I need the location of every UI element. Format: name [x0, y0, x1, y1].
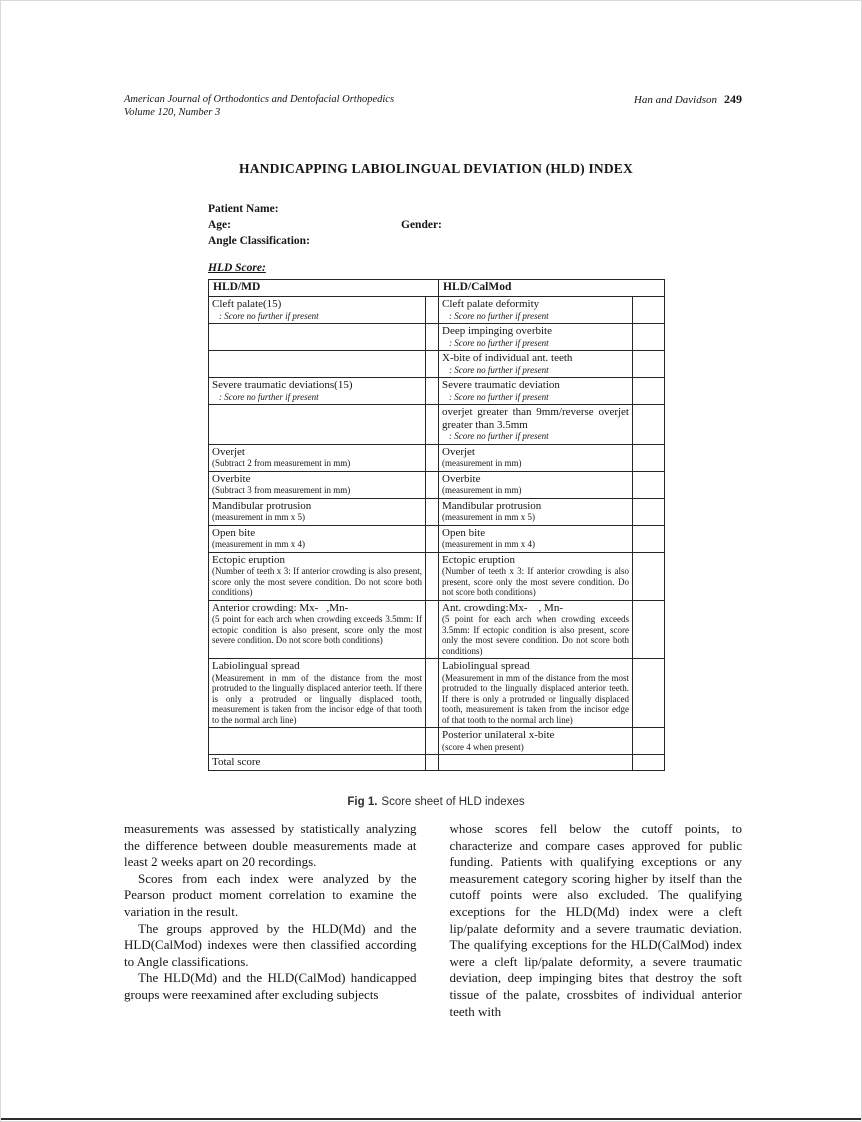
category-note: : Score no further if present — [449, 391, 549, 402]
right-category-cell — [439, 498, 633, 525]
left-category-cell — [209, 659, 426, 728]
patient-name-label: Patient Name: — [208, 203, 279, 215]
category-note: : Score no further if present — [449, 337, 549, 348]
left-category-cell — [209, 297, 426, 324]
right-score-entry-cell — [633, 405, 665, 445]
gender-label: Gender: — [401, 219, 442, 231]
category-title: Overbite — [442, 472, 481, 485]
score-table — [208, 279, 665, 771]
category-title: Deep impinging overbite — [442, 325, 552, 337]
left-category-cell — [209, 728, 426, 755]
category-note: (Measurement in mm of the distance from the most protruded to the lingually displaced anterior teeth. If there is only a protruded or lingually displaced tooth, measurement is taken from the incisor edge of that tooth to the normal arch line) — [212, 672, 422, 725]
right-score-entry-cell — [633, 471, 665, 498]
right-category-cell — [439, 351, 633, 378]
category-title: Open bite — [442, 526, 486, 539]
running-authors: Han and Davidson — [633, 94, 717, 106]
left-category-cell — [209, 552, 426, 600]
score-table-row — [209, 498, 665, 525]
running-head-right — [634, 93, 742, 107]
left-category-cell — [209, 498, 426, 525]
category-note: (Subtract 3 from measurement in mm) — [212, 485, 351, 495]
right-score-entry-cell — [633, 659, 665, 728]
category-title: Cleft palate deformity — [442, 298, 540, 310]
category-note: (measurement in mm x 4) — [442, 539, 535, 549]
left-score-entry-cell — [426, 297, 439, 324]
left-category-cell — [209, 755, 426, 771]
hld-score-label: HLD Score: — [208, 262, 266, 274]
category-title: Posterior unilateral x-bite — [442, 729, 555, 741]
left-score-entry-cell — [426, 728, 439, 755]
category-title: Severe traumatic deviation — [442, 379, 560, 391]
angle-classification-label: Angle Classification: — [208, 235, 310, 247]
category-title: Ectopic eruption — [442, 553, 516, 566]
right-category-cell — [439, 600, 633, 659]
right-score-entry-cell — [633, 600, 665, 659]
score-table-body — [209, 297, 665, 771]
right-category-cell — [439, 471, 633, 498]
score-table-row — [209, 378, 665, 405]
left-score-entry-cell — [426, 525, 439, 552]
left-category-cell — [209, 525, 426, 552]
category-title: Labiolingual spread — [212, 660, 300, 672]
right-score-entry-cell — [633, 755, 665, 771]
form-title: HANDICAPPING LABIOLINGUAL DEVIATION (HLD) INDEX — [239, 161, 633, 176]
journal-issue: Volume 120, Number 3 — [124, 107, 221, 118]
score-table-row — [209, 659, 665, 728]
right-score-entry-cell — [633, 378, 665, 405]
score-table-row — [209, 471, 665, 498]
col-header-hld-calmod: HLD/CalMod — [439, 280, 665, 297]
field-row-angle-classification — [208, 235, 664, 251]
field-row-age-gender — [208, 219, 664, 235]
col-header-hld-md: HLD/MD — [209, 280, 439, 297]
category-title: Overbite — [212, 472, 251, 485]
body-paragraph: The groups approved by the HLD(Md) and the HLD(CalMod) indexes were then classified according to Angle classifications. — [124, 920, 417, 969]
left-score-entry-cell — [426, 659, 439, 728]
left-score-entry-cell — [426, 755, 439, 771]
right-category-cell — [439, 297, 633, 324]
score-table-row — [209, 444, 665, 471]
category-note: (Number of teeth x 3: If anterior crowding is also present, score only the most severe condition. Do not score both conditions) — [212, 566, 422, 597]
left-score-entry-cell — [426, 444, 439, 471]
caption-label: Fig 1. — [347, 795, 378, 808]
category-title: Open bite — [212, 526, 256, 539]
category-title: Overjet — [442, 445, 475, 458]
right-score-entry-cell — [633, 351, 665, 378]
category-note: (measurement in mm x 5) — [212, 512, 305, 522]
right-category-cell — [439, 324, 633, 351]
category-title: Severe traumatic deviations(15) — [212, 379, 353, 391]
body-column-left — [124, 821, 417, 1020]
category-note: (Measurement in mm of the distance from the most protruded to the lingually displaced anterior teeth. If there is only a protruded or lingually displaced tooth, measurement is taken from the incisor edge of that tooth to the normal arch line) — [442, 672, 629, 725]
left-score-entry-cell — [426, 378, 439, 405]
category-note: (5 point for each arch when crowding exceeds 3.5mm: If ectopic condition is also present, score only the most severe condition. Do not score both conditions) — [442, 614, 629, 656]
body-paragraph: The HLD(Md) and the HLD(CalMod) handicapped groups were reexamined after excluding subjects — [124, 970, 417, 1002]
left-score-entry-cell — [426, 324, 439, 351]
form-fields — [208, 203, 664, 251]
journal-title: American Journal of Orthodontics and Dentofacial Orthopedics — [124, 94, 395, 105]
right-score-entry-cell — [633, 297, 665, 324]
category-note: (measurement in mm) — [442, 485, 522, 495]
category-note: : Score no further if present — [219, 391, 319, 402]
right-category-cell — [439, 444, 633, 471]
score-table-row — [209, 297, 665, 324]
left-category-cell — [209, 324, 426, 351]
left-category-cell — [209, 351, 426, 378]
category-note: (measurement in mm) — [442, 458, 522, 468]
left-score-entry-cell — [426, 471, 439, 498]
score-table-row — [209, 525, 665, 552]
category-title: X-bite of individual ant. teeth — [442, 352, 573, 364]
category-note: (measurement in mm x 4) — [212, 539, 305, 549]
scan-edge — [1, 1118, 861, 1120]
left-category-cell — [209, 378, 426, 405]
category-title: Ant. crowding:Mx- , Mn- — [442, 601, 563, 614]
figure-1 — [208, 159, 664, 808]
running-header — [124, 93, 742, 119]
left-category-cell — [209, 600, 426, 659]
age-label: Age: — [208, 219, 231, 231]
body-paragraph: whose scores fell below the cutoff points, to characterize and compare cases approved for public funding. Patients with qualifying exceptions or any measurement category scoring higher by itself than the cutoff points were also excluded. The qualifying exceptions for the HLD(Md) index were a cleft lip/palate deformity and a severe traumatic deviation. The qualifying exceptions for the HLD(CalMod) index were a cleft lip/palate deformity, a severe traumatic deviation, deep impinging bites that destroy the soft tissue of the palate, crossbites of individual anterior teeth with — [449, 821, 742, 1019]
right-category-cell — [439, 525, 633, 552]
score-table-row — [209, 405, 665, 445]
right-category-cell — [439, 659, 633, 728]
right-category-cell — [439, 405, 633, 445]
left-score-entry-cell — [426, 498, 439, 525]
category-note: : Score no further if present — [449, 310, 549, 321]
category-note: (measurement in mm x 5) — [442, 512, 535, 522]
category-note: (Subtract 2 from measurement in mm) — [212, 458, 351, 468]
category-title: overjet greater than 9mm/reverse overjet greater than 3.5mm — [442, 406, 629, 431]
body-paragraph: measurements was assessed by statistically analyzing the difference between double measurements made at least 2 weeks apart on 20 recordings. — [124, 821, 417, 870]
category-note: : Score no further if present — [449, 364, 549, 375]
right-category-cell — [439, 552, 633, 600]
score-table-header-row — [209, 280, 665, 297]
journal-info — [124, 93, 394, 119]
right-score-entry-cell — [633, 525, 665, 552]
category-note: : Score no further if present — [219, 310, 319, 321]
score-table-row — [209, 324, 665, 351]
left-score-entry-cell — [426, 351, 439, 378]
category-title: Mandibular protrusion — [442, 499, 542, 512]
left-category-cell — [209, 471, 426, 498]
left-score-entry-cell — [426, 405, 439, 445]
right-score-entry-cell — [633, 728, 665, 755]
right-score-entry-cell — [633, 444, 665, 471]
right-score-entry-cell — [633, 498, 665, 525]
caption-text: Score sheet of HLD indexes — [381, 795, 525, 808]
category-title: Cleft palate(15) — [212, 298, 282, 310]
left-score-entry-cell — [426, 600, 439, 659]
category-title: Total score — [212, 756, 261, 768]
left-category-cell — [209, 444, 426, 471]
category-note: (5 point for each arch when crowding exceeds 3.5mm: If ectopic condition is also present, score only the most severe condition. Do not score both conditions) — [212, 614, 422, 645]
right-category-cell — [439, 728, 633, 755]
score-table-row — [209, 755, 665, 771]
right-category-cell — [439, 378, 633, 405]
category-title: Anterior crowding: Mx- ,Mn- — [212, 601, 349, 614]
category-note: (score 4 when present) — [442, 741, 524, 752]
score-table-row — [209, 728, 665, 755]
right-score-entry-cell — [633, 552, 665, 600]
category-title: Overjet — [212, 445, 245, 458]
page-number: 249 — [724, 92, 742, 106]
right-score-entry-cell — [633, 324, 665, 351]
category-title: Ectopic eruption — [212, 553, 286, 566]
left-score-entry-cell — [426, 552, 439, 600]
category-note: : Score no further if present — [449, 431, 549, 441]
body-column-right — [450, 821, 743, 1020]
score-table-row — [209, 600, 665, 659]
category-title: Mandibular protrusion — [212, 499, 312, 512]
body-text — [124, 821, 742, 1020]
category-note: (Number of teeth x 3: If anterior crowding is also present, score only the most severe condition. Do not score both conditions) — [442, 566, 629, 597]
score-table-row — [209, 552, 665, 600]
left-category-cell — [209, 405, 426, 445]
field-row-patient-name — [208, 203, 664, 219]
category-title: Labiolingual spread — [442, 660, 530, 672]
right-category-cell — [439, 755, 633, 771]
score-table-row — [209, 351, 665, 378]
body-paragraph: Scores from each index were analyzed by the Pearson product moment correlation to examine the variation in the result. — [124, 870, 417, 919]
figure-caption — [208, 796, 664, 808]
